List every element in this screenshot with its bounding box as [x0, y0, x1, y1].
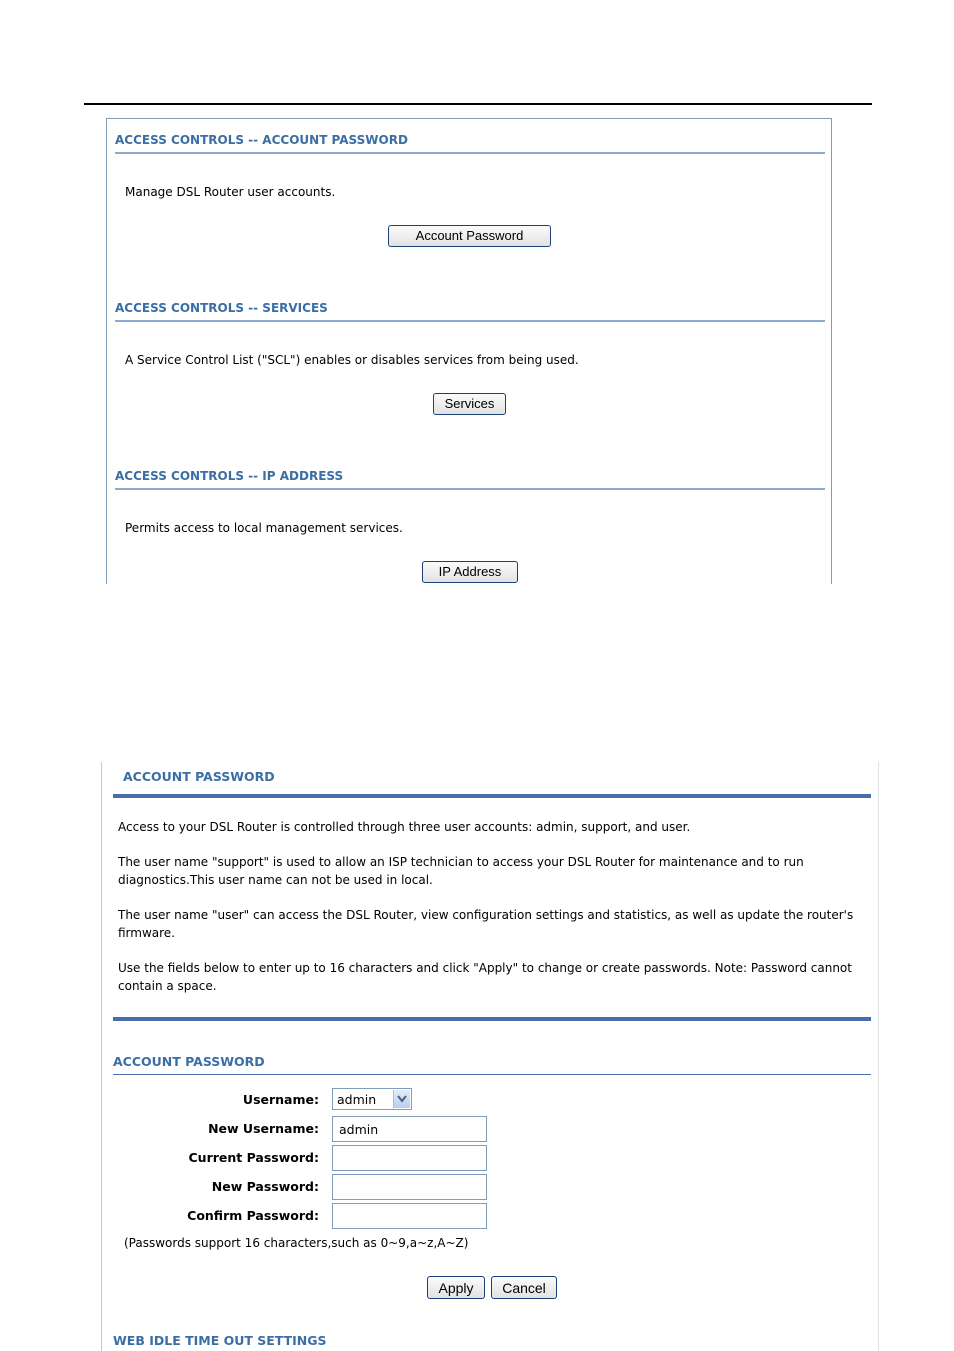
current-password-input[interactable]	[332, 1145, 487, 1171]
password-hint: (Passwords support 16 characters,such as 0~9,a~z,A~Z)	[124, 1236, 469, 1250]
section-description-ip-address: Permits access to local management services.	[125, 521, 403, 535]
new-username-label: New Username:	[208, 1121, 319, 1136]
confirm-password-input[interactable]	[332, 1203, 487, 1229]
access-controls-panel	[106, 118, 832, 584]
intro-paragraph-4: Use the fields below to enter up to 16 characters and click "Apply" to change or create passwords. Note: Password cannot contain a space.	[118, 961, 852, 993]
username-select[interactable]	[332, 1088, 412, 1110]
account-password-panel	[101, 762, 879, 1351]
section-title-ip-address: ACCESS CONTROLS -- IP ADDRESS	[115, 469, 344, 483]
intro-paragraph-2: The user name "support" is used to allow an ISP technician to access your DSL Router for maintenance and to run diagnostics.This user name can not be used in local.	[118, 855, 804, 887]
new-password-input[interactable]	[332, 1174, 487, 1200]
cancel-button[interactable]: Cancel	[491, 1276, 557, 1299]
form-title: ACCOUNT PASSWORD	[113, 1054, 265, 1069]
chevron-down-icon[interactable]	[393, 1090, 410, 1108]
apply-button[interactable]: Apply	[427, 1276, 485, 1299]
intro-paragraph-1: Access to your DSL Router is controlled through three user accounts: admin, support, and user.	[118, 820, 691, 834]
page-top-rule	[84, 103, 872, 105]
header-divider	[113, 794, 871, 798]
section-divider	[115, 488, 825, 490]
username-select-value: admin	[337, 1092, 377, 1107]
services-button[interactable]: Services	[433, 393, 506, 415]
page-title: ACCOUNT PASSWORD	[123, 769, 275, 784]
section-description-services: A Service Control List ("SCL") enables or disables services from being used.	[125, 353, 579, 367]
section-divider	[115, 152, 825, 154]
section-title-services: ACCESS CONTROLS -- SERVICES	[115, 301, 328, 315]
new-password-label: New Password:	[211, 1179, 319, 1194]
form-title-divider	[113, 1074, 871, 1075]
section-divider	[115, 320, 825, 322]
username-label: Username:	[242, 1092, 319, 1107]
intro-paragraph-3: The user name "user" can access the DSL Router, view configuration settings and statistics, as well as update the router's firmware.	[118, 908, 854, 940]
section-title-account-password: ACCESS CONTROLS -- ACCOUNT PASSWORD	[115, 133, 408, 147]
new-username-input[interactable]: admin	[332, 1116, 487, 1142]
current-password-label: Current Password:	[188, 1150, 319, 1165]
content-divider	[113, 1017, 871, 1021]
section-description-account-password: Manage DSL Router user accounts.	[125, 185, 336, 199]
ip-address-button[interactable]: IP Address	[422, 561, 518, 583]
web-idle-timeout-title: WEB IDLE TIME OUT SETTINGS	[113, 1333, 327, 1348]
confirm-password-label: Confirm Password:	[187, 1208, 319, 1223]
account-password-button[interactable]: Account Password	[388, 225, 551, 247]
